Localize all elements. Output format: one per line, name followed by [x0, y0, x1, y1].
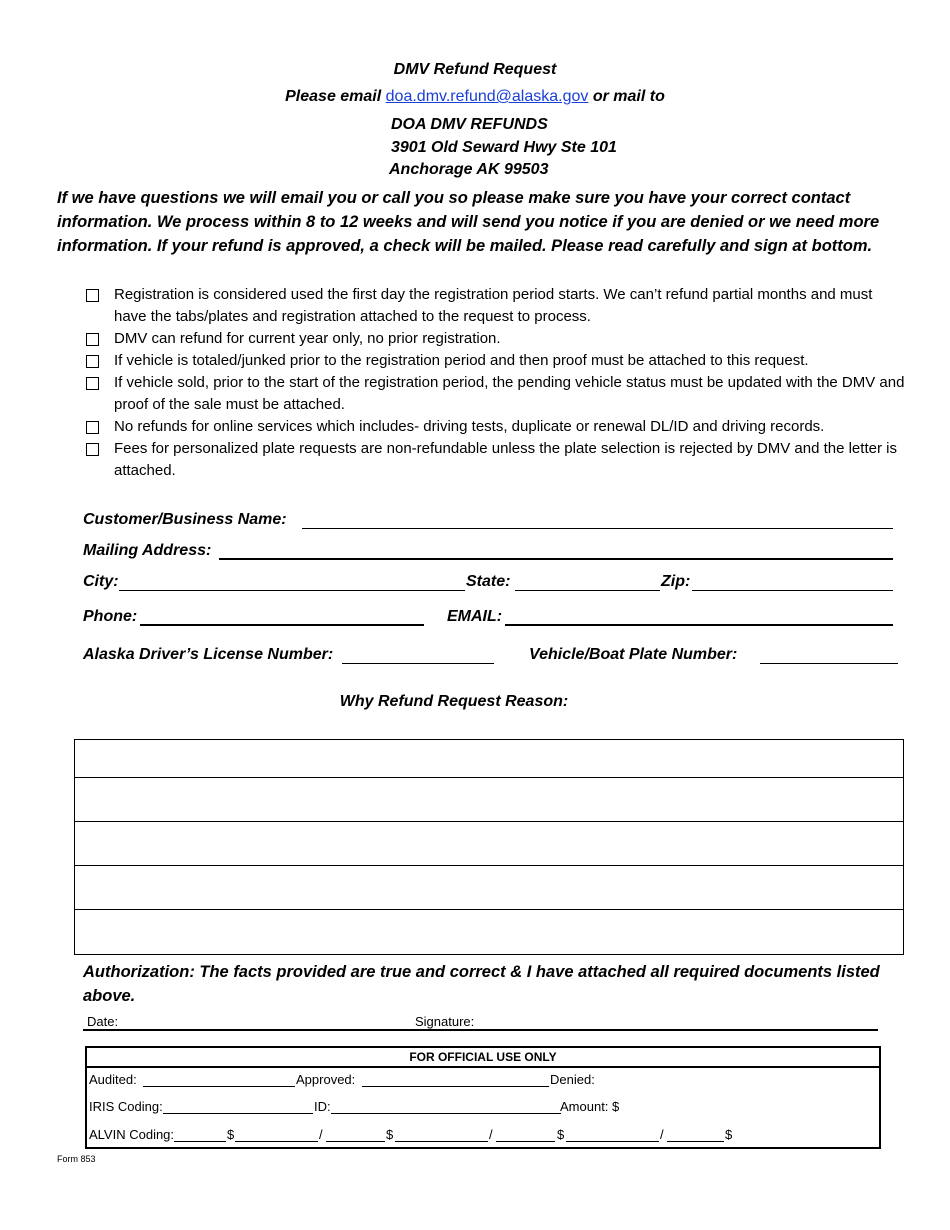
authorization-statement: Authorization: The facts provided are true and correct & I have attached all required documents listed above. [83, 963, 880, 1005]
reason-title: Why Refund Request Reason: [339, 693, 569, 710]
reason-line[interactable] [75, 866, 903, 910]
page-title: DMV Refund Request [393, 61, 557, 78]
alvin-dollar-2: $ [386, 1127, 394, 1142]
reason-line[interactable] [75, 910, 903, 953]
dl-number-field[interactable] [342, 663, 494, 664]
phone-field[interactable] [140, 624, 424, 626]
alvin-field[interactable] [395, 1141, 488, 1142]
reason-line[interactable] [75, 778, 903, 822]
iris-coding-field[interactable] [163, 1113, 313, 1114]
email-suffix: or mail to [592, 88, 665, 105]
audited-field[interactable] [143, 1086, 295, 1087]
alvin-field[interactable] [566, 1141, 659, 1142]
zip-field[interactable] [692, 590, 893, 591]
checkbox[interactable] [86, 355, 99, 368]
customer-name-label: Customer/Business Name: [83, 511, 287, 528]
reason-line[interactable] [75, 740, 903, 778]
id-label: ID: [314, 1099, 331, 1114]
approved-field[interactable] [362, 1086, 549, 1087]
city-field[interactable] [119, 590, 465, 591]
email-prefix: Please email [285, 88, 382, 105]
state-field[interactable] [515, 590, 660, 591]
alvin-field[interactable] [326, 1141, 385, 1142]
date-signature-line[interactable] [83, 1029, 878, 1031]
mailing-address-field[interactable] [219, 558, 893, 560]
checklist-text: Registration is considered used the first day the registration period starts. We can’t refund partial months and must have the tabs/plates and registration attached to the request to process. [114, 286, 873, 325]
customer-name-field[interactable] [302, 528, 893, 529]
alvin-coding-label: ALVIN Coding: [89, 1127, 175, 1142]
checklist-text: If vehicle sold, prior to the start of the registration period, the pending vehicle status must be updated with the DMV and proof of the sale must be attached. [114, 374, 905, 413]
signature-label: Signature: [415, 1014, 475, 1029]
phone-label: Phone: [83, 608, 138, 625]
reason-line[interactable] [75, 822, 903, 866]
checklist-item [86, 438, 906, 482]
address-line-3: Anchorage AK 99503 [389, 161, 549, 178]
intro-paragraph: If we have questions we will email you or call you so please make sure you have your correct contact information. We process within 8 to 12 weeks and will send you notice if you are denied or we need more information. If your refund is approved, a check will be mailed. Please read carefully and sign at bottom. [57, 189, 880, 255]
amount-label: Amount: $ [560, 1099, 620, 1114]
official-use-box [85, 1046, 881, 1149]
city-label: City: [83, 573, 119, 590]
checkbox[interactable] [86, 289, 99, 302]
form-number: Form 853 [57, 1154, 96, 1164]
checkbox[interactable] [86, 377, 99, 390]
denied-label: Denied: [550, 1072, 595, 1087]
dl-number-label: Alaska Driver’s License Number: [83, 646, 334, 663]
official-use-title: FOR OFFICIAL USE ONLY [87, 1048, 879, 1068]
plate-number-label: Vehicle/Boat Plate Number: [529, 646, 738, 663]
email-label: EMAIL: [447, 608, 503, 625]
address-line-1: DOA DMV REFUNDS [391, 116, 548, 133]
alvin-slash-1: / [319, 1127, 323, 1142]
audited-label: Audited: [89, 1072, 137, 1087]
checklist-text: If vehicle is totaled/junked prior to the registration period and then proof must be attached to this request. [114, 352, 809, 369]
checklist-item [86, 350, 906, 372]
alvin-field[interactable] [174, 1141, 226, 1142]
zip-label: Zip: [661, 573, 691, 590]
checklist-item [86, 416, 906, 438]
iris-coding-label: IRIS Coding: [89, 1099, 163, 1114]
checklist-text: Fees for personalized plate requests are non-refundable unless the plate selection is rejected by DMV and the letter is attached. [114, 440, 897, 479]
alvin-field[interactable] [496, 1141, 555, 1142]
alvin-slash-3: / [660, 1127, 664, 1142]
reason-box [74, 739, 904, 955]
checkbox[interactable] [86, 421, 99, 434]
address-line-2: 3901 Old Seward Hwy Ste 101 [391, 139, 617, 156]
checkbox[interactable] [86, 333, 99, 346]
date-label: Date: [87, 1014, 119, 1029]
state-label: State: [466, 573, 511, 590]
checkbox[interactable] [86, 443, 99, 456]
id-field[interactable] [331, 1113, 561, 1114]
requirements-checklist [86, 284, 906, 482]
alvin-field[interactable] [235, 1141, 318, 1142]
checklist-item [86, 328, 906, 350]
alvin-dollar-4: $ [725, 1127, 733, 1142]
checklist-text: DMV can refund for current year only, no prior registration. [114, 330, 501, 347]
plate-number-field[interactable] [760, 663, 898, 664]
email-instruction [0, 88, 950, 106]
alvin-dollar-3: $ [557, 1127, 565, 1142]
alvin-field[interactable] [667, 1141, 724, 1142]
refund-email-link[interactable]: doa.dmv.refund@alaska.gov [385, 88, 589, 105]
mailing-address-label: Mailing Address: [83, 542, 212, 559]
checklist-item [86, 372, 906, 416]
checklist-text: No refunds for online services which includes- driving tests, duplicate or renewal DL/ID and driving records. [114, 418, 825, 435]
email-field[interactable] [505, 624, 893, 626]
approved-label: Approved: [296, 1072, 356, 1087]
checklist-item [86, 284, 906, 328]
alvin-slash-2: / [489, 1127, 493, 1142]
alvin-dollar-1: $ [227, 1127, 235, 1142]
